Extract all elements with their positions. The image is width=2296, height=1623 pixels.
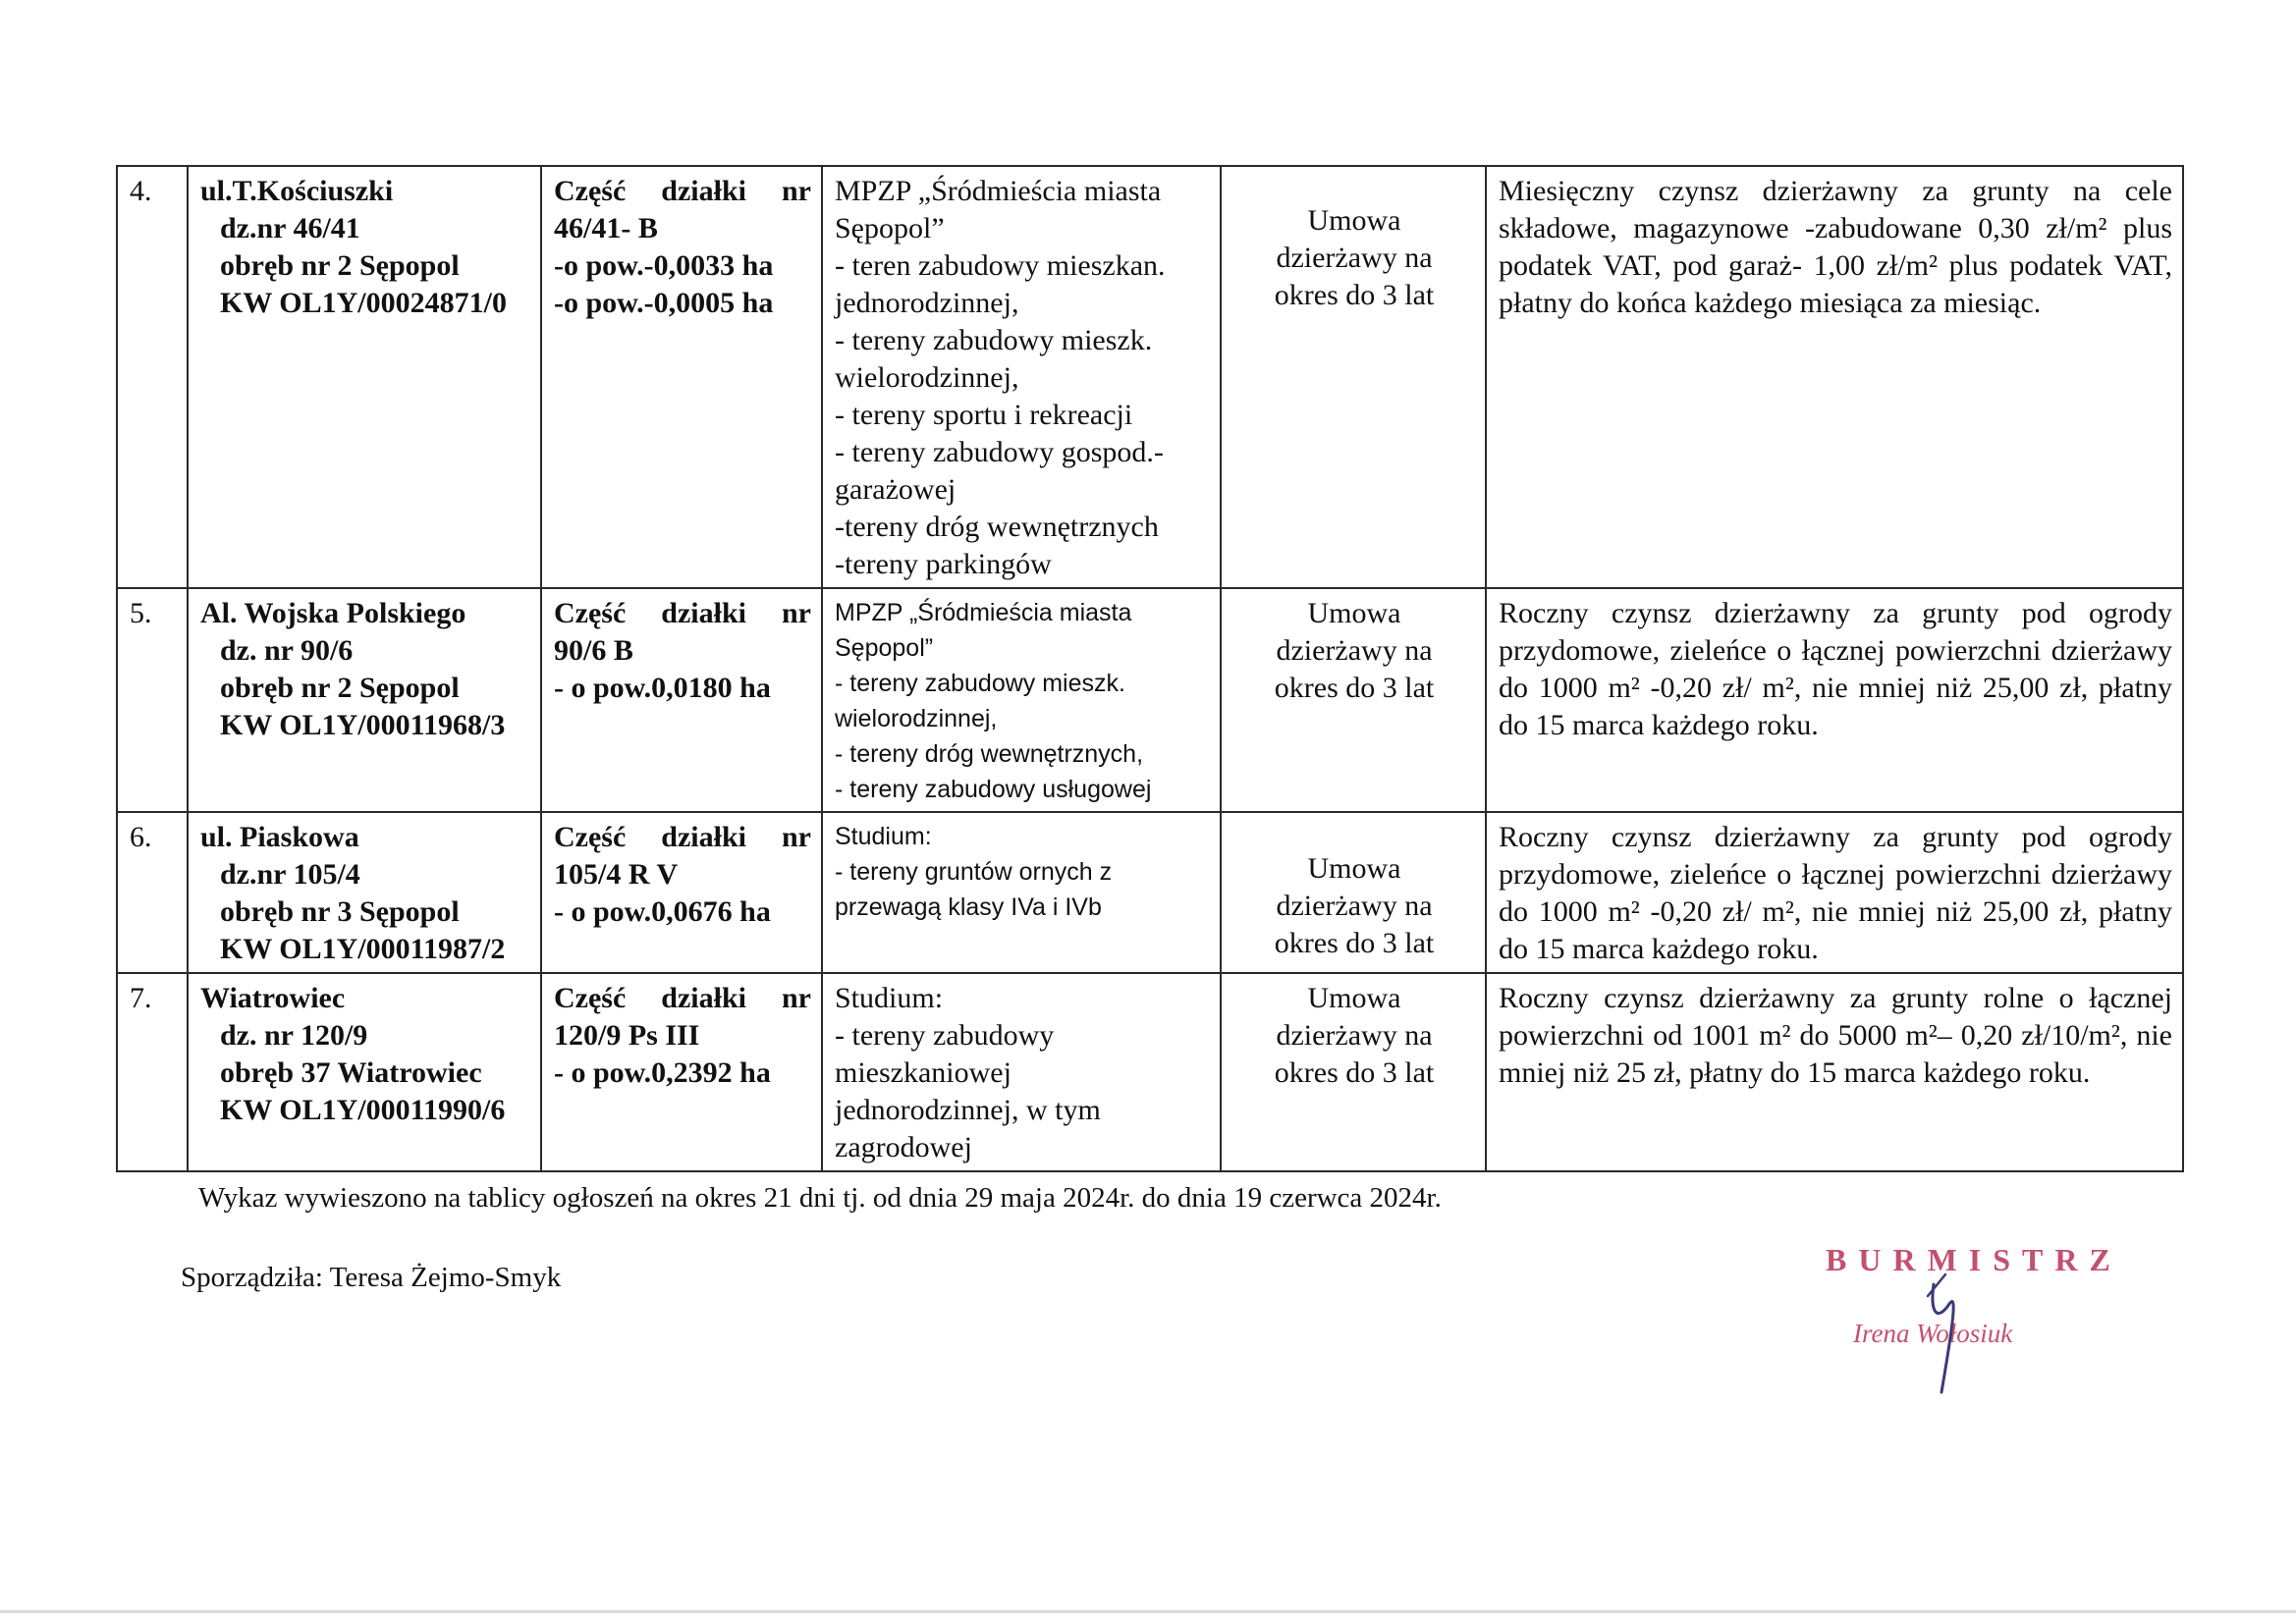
zoning-line: przewagą klasy IVa i IVb (835, 893, 1102, 921)
location-precinct: obręb nr 2 Sępopol (220, 672, 460, 704)
table-row (117, 588, 2183, 812)
zoning-line: - teren zabudowy mieszkan. (835, 249, 1166, 282)
zoning-line: - tereny gruntów ornych z (835, 858, 1113, 886)
lease-form-line: okres do 3 lat (1274, 927, 1435, 959)
row-number: 7. (117, 973, 188, 1171)
lease-form-cell (1221, 588, 1486, 812)
row-number: 5. (117, 588, 188, 812)
location-parcel: dz.nr 105/4 (220, 858, 360, 891)
location-land-register: KW OL1Y/00011968/3 (220, 709, 506, 741)
zoning-plan-cell (822, 166, 1221, 588)
location-street: ul. Piaskowa (200, 821, 359, 853)
zoning-line: - tereny zabudowy mieszk. (835, 670, 1125, 697)
zoning-line: mieszkaniowej (835, 1056, 1011, 1089)
location-parcel: dz. nr 120/9 (220, 1019, 368, 1052)
zoning-line: MPZP „Śródmieścia miasta (835, 599, 1132, 626)
lease-table (116, 165, 2184, 1172)
lease-form-line: dzierżawy na (1276, 242, 1433, 274)
rent-terms-cell: Roczny czynsz dzierżawny za grunty rolne o łącznej powierzchni od 1001 m² do 5000 m²– 0,20 zł/10/m², nie mniej niż 25 zł, płatny do 15 marca każdego roku. (1486, 973, 2183, 1171)
rent-terms-cell: Miesięczny czynsz dzierżawny za grunty na cele składowe, magazynowe -zabudowane 0,30 zł/m² plus podatek VAT, pod garaż- 1,00 zł/m² plus podatek VAT, płatny do końca każdego miesiąca za miesiąc. (1486, 166, 2183, 588)
zoning-line: - tereny dróg wewnętrznych, (835, 740, 1144, 768)
lease-form-cell (1221, 973, 1486, 1171)
rent-terms-cell: Roczny czynsz dzierżawny za grunty pod ogrody przydomowe, zieleńce o łącznej powierzchni dzierżawy do 1000 m² -0,20 zł/ m², nie mniej niż 25,00 zł, płatny do 15 marca każdego roku. (1486, 588, 2183, 812)
lease-form-line: dzierżawy na (1276, 890, 1433, 922)
parcel-part-heading: Część działki nr (554, 175, 811, 207)
row-number: 4. (117, 166, 188, 588)
parcel-part-cell (541, 973, 822, 1171)
stamp-title: BURMISTRZ (1826, 1242, 2122, 1277)
parcel-part-cell (541, 812, 822, 973)
parcel-part-area: -o pow.-0,0005 ha (554, 287, 774, 319)
table-row (117, 973, 2183, 1171)
parcel-part-id: 120/9 Ps III (554, 1019, 700, 1052)
zoning-line: Sępopol” (835, 634, 934, 662)
location-cell (188, 812, 541, 973)
table-row (117, 166, 2183, 588)
parcel-part-heading: Część działki nr (554, 982, 811, 1014)
zoning-line: wielorodzinnej, (835, 361, 1019, 394)
zoning-line: zagrodowej (835, 1131, 972, 1163)
lease-form-cell (1221, 166, 1486, 588)
lease-form-line: Umowa (1307, 597, 1401, 629)
location-cell (188, 588, 541, 812)
lease-form-line: dzierżawy na (1276, 1019, 1433, 1052)
zoning-line: - tereny zabudowy mieszk. (835, 324, 1153, 356)
zoning-line: Sępopol” (835, 212, 945, 244)
lease-form-cell (1221, 812, 1486, 973)
zoning-line: jednorodzinnej, (835, 287, 1019, 319)
scan-edge-line (0, 1610, 2296, 1613)
zoning-line: Studium: (835, 982, 944, 1014)
lease-form-line: Umowa (1307, 982, 1401, 1014)
location-land-register: KW OL1Y/00011990/6 (220, 1094, 506, 1126)
zoning-line: - tereny sportu i rekreacji (835, 399, 1133, 431)
zoning-line: -tereny parkingów (835, 548, 1052, 580)
location-street: Al. Wojska Polskiego (200, 597, 466, 629)
zoning-line: Studium: (835, 823, 932, 850)
zoning-plan-cell (822, 812, 1221, 973)
table-row (117, 812, 2183, 973)
row-number: 6. (117, 812, 188, 973)
zoning-line: - tereny zabudowy (835, 1019, 1055, 1052)
location-precinct: obręb nr 3 Sępopol (220, 895, 460, 928)
location-precinct: obręb 37 Wiatrowiec (220, 1056, 482, 1089)
parcel-part-area: - o pow.0,0180 ha (554, 672, 771, 704)
parcel-part-cell (541, 588, 822, 812)
zoning-plan-cell (822, 588, 1221, 812)
prepared-by-note: Sporządziła: Teresa Żejmo-Smyk (181, 1262, 562, 1293)
parcel-part-cell (541, 166, 822, 588)
parcel-part-area: - o pow.0,2392 ha (554, 1056, 771, 1089)
zoning-line: - tereny zabudowy gospod.- (835, 436, 1164, 468)
location-cell (188, 973, 541, 1171)
parcel-part-heading: Część działki nr (554, 821, 811, 853)
zoning-line: MPZP „Śródmieścia miasta (835, 175, 1162, 207)
lease-form-line: okres do 3 lat (1274, 279, 1435, 311)
zoning-line: jednorodzinnej, w tym (835, 1094, 1101, 1126)
lease-form-line: okres do 3 lat (1274, 1056, 1435, 1089)
zoning-line: - tereny zabudowy usługowej (835, 776, 1152, 803)
location-precinct: obręb nr 2 Sępopol (220, 249, 460, 282)
parcel-part-id: 90/6 B (554, 634, 633, 667)
location-cell (188, 166, 541, 588)
zoning-line: wielorodzinnej, (835, 705, 998, 732)
parcel-part-area: -o pow.-0,0033 ha (554, 249, 774, 282)
location-land-register: KW OL1Y/00011987/2 (220, 933, 506, 965)
posting-period-note: Wykaz wywieszono na tablicy ogłoszeń na okres 21 dni tj. od dnia 29 maja 2024r. do dnia 19 czerwca 2024r. (198, 1182, 1442, 1214)
parcel-part-heading: Część działki nr (554, 597, 811, 629)
zoning-plan-cell (822, 973, 1221, 1171)
lease-form-line: Umowa (1307, 204, 1401, 237)
location-land-register: KW OL1Y/00024871/0 (220, 287, 507, 319)
lease-form-line: okres do 3 lat (1274, 672, 1435, 704)
zoning-line: garażowej (835, 473, 957, 506)
lease-form-line: dzierżawy na (1276, 634, 1433, 667)
zoning-line: -tereny dróg wewnętrznych (835, 511, 1159, 543)
location-parcel: dz. nr 90/6 (220, 634, 354, 667)
parcel-part-id: 46/41- B (554, 212, 658, 244)
signature-mark (1920, 1245, 1998, 1402)
location-street: ul.T.Kościuszki (200, 175, 394, 207)
stamp-name: Irena Wołosiuk (1853, 1319, 2013, 1348)
parcel-part-id: 105/4 R V (554, 858, 679, 891)
location-parcel: dz.nr 46/41 (220, 212, 360, 244)
lease-form-line: Umowa (1307, 852, 1401, 885)
parcel-part-area: - o pow.0,0676 ha (554, 895, 771, 928)
rent-terms-cell: Roczny czynsz dzierżawny za grunty pod ogrody przydomowe, zieleńce o łącznej powierzchni dzierżawy do 1000 m² -0,20 zł/ m², nie mniej niż 25,00 zł, płatny do 15 marca każdego roku. (1486, 812, 2183, 973)
location-street: Wiatrowiec (200, 982, 346, 1014)
